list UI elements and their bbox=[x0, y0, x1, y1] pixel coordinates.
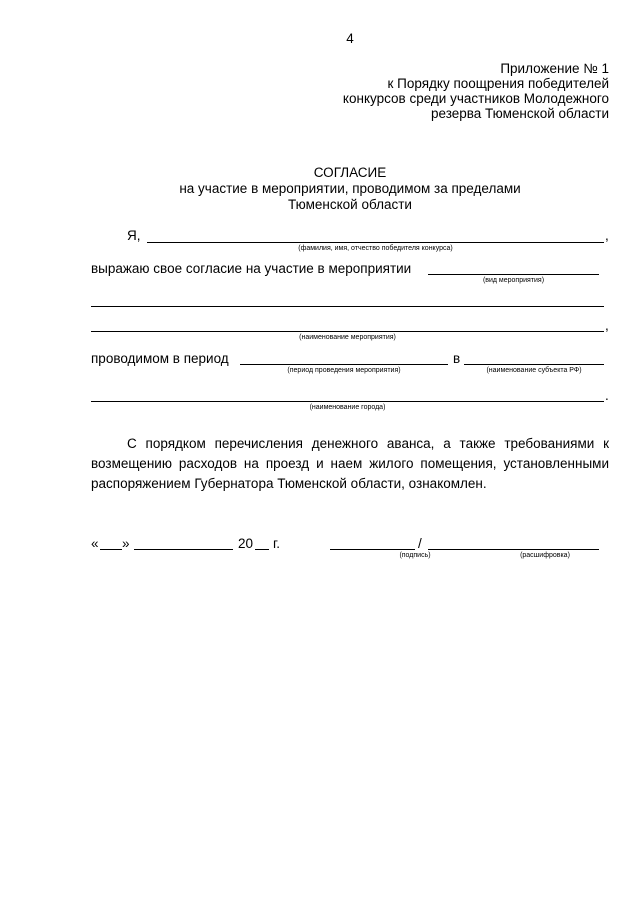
period-label: проводимом в период bbox=[91, 351, 229, 366]
fio-comma: , bbox=[605, 228, 609, 243]
in-label: в bbox=[453, 351, 461, 366]
period-caption: (период проведения мероприятия) bbox=[287, 367, 401, 374]
period-field-line[interactable] bbox=[240, 364, 448, 365]
event-type-field-line[interactable] bbox=[428, 274, 599, 275]
month-field-line[interactable] bbox=[134, 549, 233, 550]
appendix-line-1: Приложение № 1 bbox=[500, 61, 609, 76]
title-line-3: Тюменской области bbox=[288, 197, 412, 212]
event-name-field-line-2[interactable] bbox=[91, 331, 604, 332]
year-field-line[interactable] bbox=[255, 549, 269, 550]
day-field-line[interactable] bbox=[100, 549, 122, 550]
title-line-2: на участие в мероприятии, проводимом за пределами bbox=[179, 181, 521, 196]
body-line-1: С порядком перечисления денежного аванса, а также требованиями к bbox=[127, 436, 609, 451]
signature-slash: / bbox=[418, 536, 422, 551]
city-field-line[interactable] bbox=[91, 401, 604, 402]
document-title: СОГЛАСИЕ bbox=[313, 165, 387, 180]
signature-caption: (подпись) bbox=[399, 552, 431, 559]
body-line-2: возмещению расходов на проезд и наем жилого помещения, установленными bbox=[91, 456, 609, 471]
date-quote-close: » bbox=[122, 536, 130, 551]
city-period: . bbox=[605, 388, 609, 403]
signature-field-line[interactable] bbox=[330, 549, 415, 550]
year-suffix: г. bbox=[273, 536, 281, 551]
appendix-line-3: конкурсов среди участников Молодежного bbox=[342, 91, 609, 106]
appendix-line-4: резерва Тюменской области bbox=[430, 106, 609, 121]
year-prefix: 20 bbox=[238, 536, 254, 551]
fio-field-line[interactable] bbox=[147, 242, 604, 243]
consent-text: выражаю свое согласие на участие в мероприятии bbox=[91, 261, 412, 276]
event-name-comma: , bbox=[605, 318, 609, 333]
i-label: Я, bbox=[127, 228, 141, 243]
page-number: 4 bbox=[346, 31, 354, 46]
date-quote-open: « bbox=[91, 536, 99, 551]
body-line-3: распоряжением Губернатора Тюменской области, ознакомлен. bbox=[91, 476, 487, 491]
appendix-line-2: к Порядку поощрения победителей bbox=[387, 76, 609, 91]
region-field-line[interactable] bbox=[464, 364, 604, 365]
decoding-field-line[interactable] bbox=[428, 549, 599, 550]
city-caption: (наименование города) bbox=[309, 404, 386, 411]
region-caption: (наименование субъекта РФ) bbox=[486, 367, 582, 374]
decoding-caption: (расшифровка) bbox=[520, 552, 570, 559]
fio-caption: (фамилия, имя, отчество победителя конкурса) bbox=[298, 245, 453, 252]
event-type-caption: (вид мероприятия) bbox=[482, 277, 545, 284]
event-name-field-line-1[interactable] bbox=[91, 306, 604, 307]
event-name-caption: (наименование мероприятия) bbox=[299, 334, 396, 341]
